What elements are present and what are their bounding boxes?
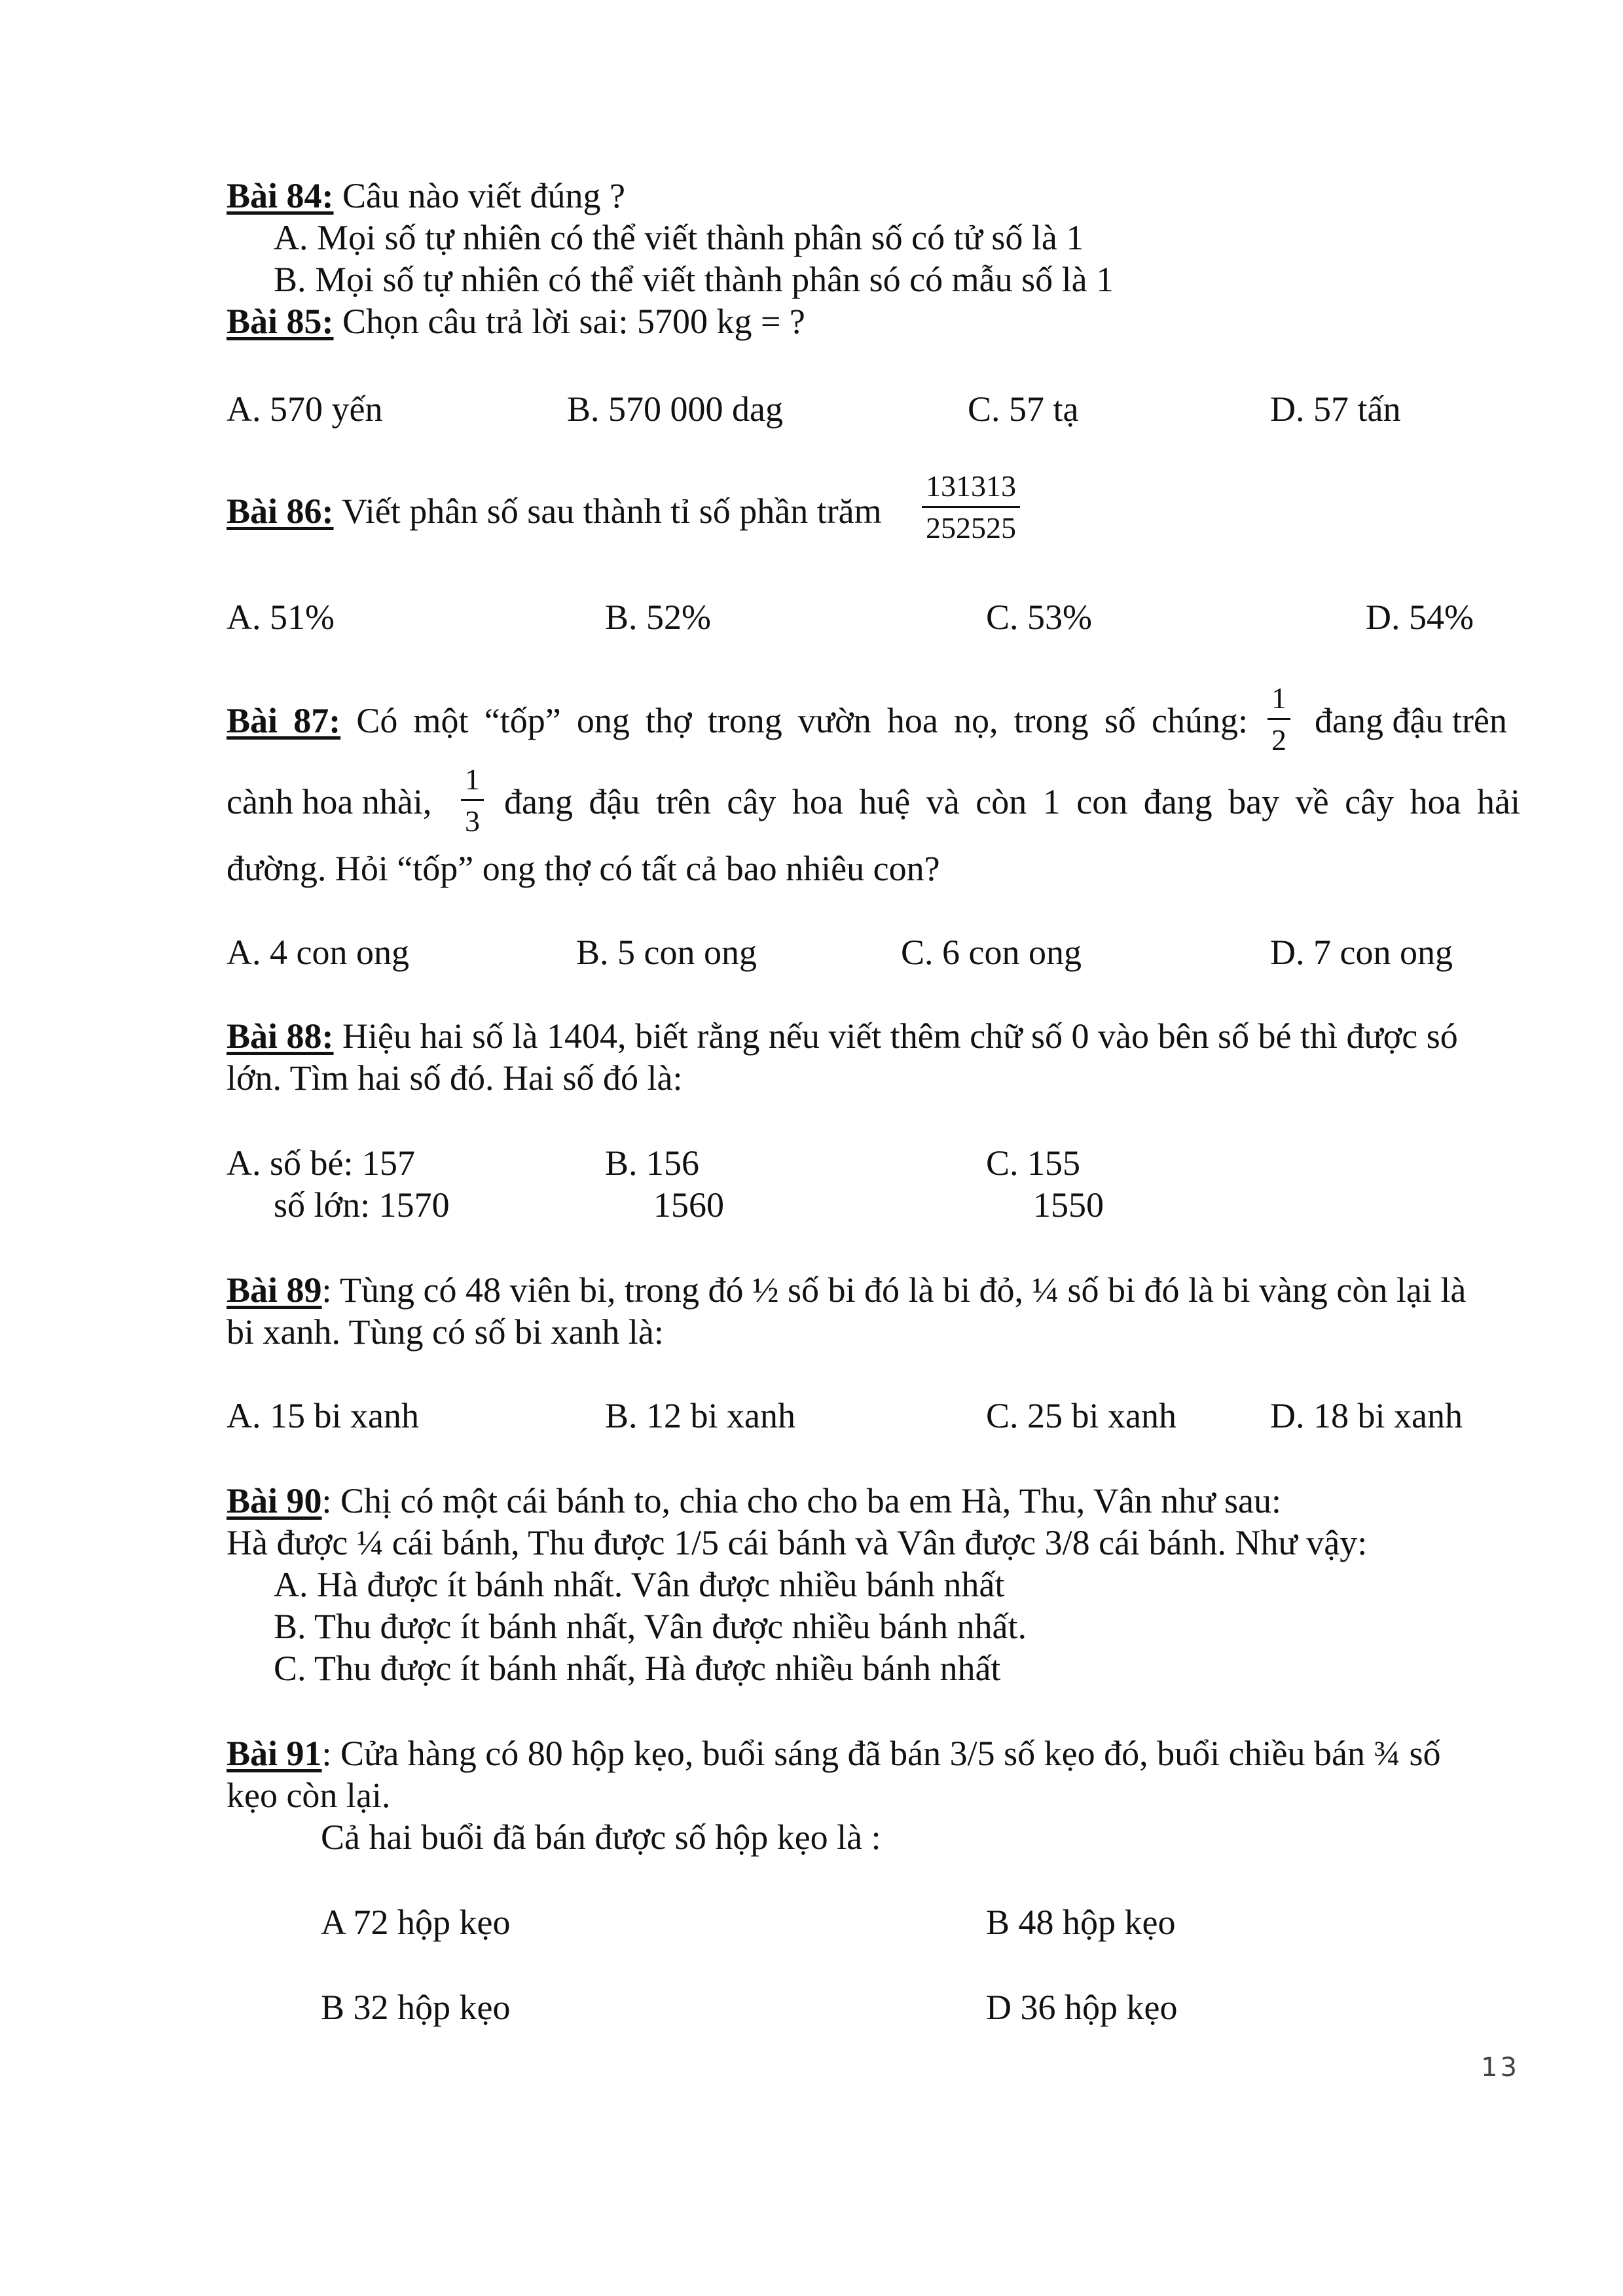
exercise-86-option-c: C. 53% [986, 598, 1092, 637]
exercise-86-label: Bài 86: [227, 492, 334, 531]
exercise-89-text-1: : Tùng có 48 viên bi, trong đó ½ số bi đó là bi đỏ, ¼ số bi đó là bi vàng còn lại là [321, 1270, 1467, 1310]
exercise-90-text-1: : Chị có một cái bánh to, chia cho cho ba em Hà, Thu, Vân như sau: [321, 1481, 1281, 1520]
exercise-91-line-1 [227, 1733, 1441, 1774]
exercise-87-option-c: C. 6 con ong [901, 933, 1082, 972]
exercise-90-option-a: A. Hà được ít bánh nhất. Vân được nhiều bánh nhất [274, 1565, 1005, 1604]
fraction-denominator: 252525 [922, 506, 1020, 545]
exercise-86-question: Viết phân số sau thành tỉ số phần trăm [333, 492, 882, 531]
exercise-90-line-2: Hà được ¼ cái bánh, Thu được 1/5 cái bánh và Vân được 3/8 cái bánh. Như vậy: [227, 1523, 1368, 1562]
exercise-91-text-1: : Cửa hàng có 80 hộp kẹo, buổi sáng đã bán 3/5 số kẹo đó, buổi chiều bán ¾ số [321, 1734, 1441, 1773]
fraction-numerator: 1 [1271, 681, 1286, 715]
exercise-85-option-a: A. 570 yến [227, 389, 383, 429]
exercise-91-option-c: B 32 hộp kẹo [321, 1988, 511, 2027]
exercise-88-line-1 [227, 1016, 1458, 1056]
exercise-87-text-2-end: đang đậu trên cây hoa huệ và còn 1 con đang bay về cây hoa hải [504, 782, 1520, 821]
exercise-88-option-c-line-1: C. 155 [986, 1143, 1081, 1183]
exercise-85-label: Bài 85: [227, 302, 334, 341]
exercise-87-line-1 [227, 700, 1248, 741]
exercise-86-option-d: D. 54% [1366, 598, 1474, 637]
exercise-89-option-a: A. 15 bi xanh [227, 1396, 419, 1435]
exercise-84-option-a: A. Mọi số tự nhiên có thể viết thành phân số có tử số là 1 [274, 218, 1084, 257]
exercise-90-label: Bài 90 [227, 1481, 322, 1520]
exercise-87-option-d: D. 7 con ong [1270, 933, 1453, 972]
exercise-87-text-1: Có một “tốp” ong thợ trong vườn hoa nọ, trong số chúng: [340, 701, 1248, 740]
exercise-90-option-b: B. Thu được ít bánh nhất, Vân được nhiều bánh nhất. [274, 1607, 1027, 1646]
exercise-87-fraction-third [461, 762, 484, 838]
exercise-88-line-2: lớn. Tìm hai số đó. Hai số đó là: [227, 1058, 683, 1098]
exercise-84-question: Câu nào viết đúng ? [333, 176, 625, 215]
exercise-87-text-3: đường. Hỏi “tốp” ong thợ có tất cả bao nhiêu con? [227, 849, 940, 888]
fraction-numerator: 1 [465, 762, 480, 796]
exercise-89-line-1 [227, 1270, 1466, 1310]
exercise-91-label: Bài 91 [227, 1734, 322, 1773]
exercise-88-label: Bài 88: [227, 1016, 334, 1056]
exercise-86-option-a: A. 51% [227, 598, 335, 637]
exercise-87-text-2-start: cành hoa nhài, [227, 782, 432, 821]
exercise-91-option-b: B 48 hộp kẹo [986, 1903, 1176, 1942]
exercise-85-option-b: B. 570 000 dag [567, 389, 783, 429]
exercise-87-fraction-half [1267, 681, 1290, 757]
exercise-91-option-d: D 36 hộp kẹo [986, 1988, 1178, 2027]
exercise-88-option-a-line-2: số lớn: 1570 [274, 1185, 450, 1225]
exercise-90-option-c: C. Thu được ít bánh nhất, Hà được nhiều bánh nhất [274, 1649, 1001, 1688]
fraction-denominator: 3 [461, 799, 484, 838]
exercise-86-fraction [922, 469, 1020, 545]
exercise-88-option-c-line-2: 1550 [1033, 1185, 1104, 1225]
exercise-90-line-1 [227, 1480, 1281, 1521]
page-number: 13 [1481, 2053, 1520, 2083]
fraction-numerator: 131313 [926, 469, 1016, 503]
exercise-87-text-1-end: đang đậu trên [1315, 701, 1507, 740]
exercise-87-option-a: A. 4 con ong [227, 933, 409, 972]
exercise-85-heading [227, 301, 805, 342]
exercise-89-option-c: C. 25 bi xanh [986, 1396, 1176, 1435]
exercise-87-label: Bài 87: [227, 701, 341, 740]
exercise-87-option-b: B. 5 con ong [576, 933, 757, 972]
exercise-86-option-b: B. 52% [605, 598, 711, 637]
exercise-88-text-1: Hiệu hai số là 1404, biết rằng nếu viết thêm chữ số 0 vào bên số bé thì được só [333, 1016, 1458, 1056]
exercise-91-line-3: Cả hai buổi đã bán được số hộp kẹo là : [321, 1818, 881, 1857]
exercise-85-option-c: C. 57 tạ [968, 389, 1079, 429]
exercise-86-heading [227, 491, 882, 531]
exercise-84-heading [227, 175, 625, 216]
exercise-89-option-d: D. 18 bi xanh [1270, 1396, 1463, 1435]
exercise-89-label: Bài 89 [227, 1270, 322, 1310]
exercise-91-line-2: kẹo còn lại. [227, 1776, 391, 1815]
exercise-84-option-b: B. Mọi số tự nhiên có thể viết thành phân só có mẫu số là 1 [274, 260, 1114, 299]
exercise-88-option-b-line-2: 1560 [653, 1185, 724, 1225]
fraction-denominator: 2 [1267, 718, 1290, 757]
exercise-89-line-2: bi xanh. Tùng có số bi xanh là: [227, 1312, 664, 1352]
exercise-85-question: Chọn câu trả lời sai: 5700 kg = ? [333, 302, 805, 341]
exercise-88-option-b-line-1: B. 156 [605, 1143, 700, 1183]
exercise-91-option-a: A 72 hộp kẹo [321, 1903, 511, 1942]
exercise-84-label: Bài 84: [227, 176, 334, 215]
exercise-85-option-d: D. 57 tấn [1270, 389, 1401, 429]
exercise-88-option-a-line-1: A. số bé: 157 [227, 1143, 415, 1183]
exercise-89-option-b: B. 12 bi xanh [605, 1396, 795, 1435]
